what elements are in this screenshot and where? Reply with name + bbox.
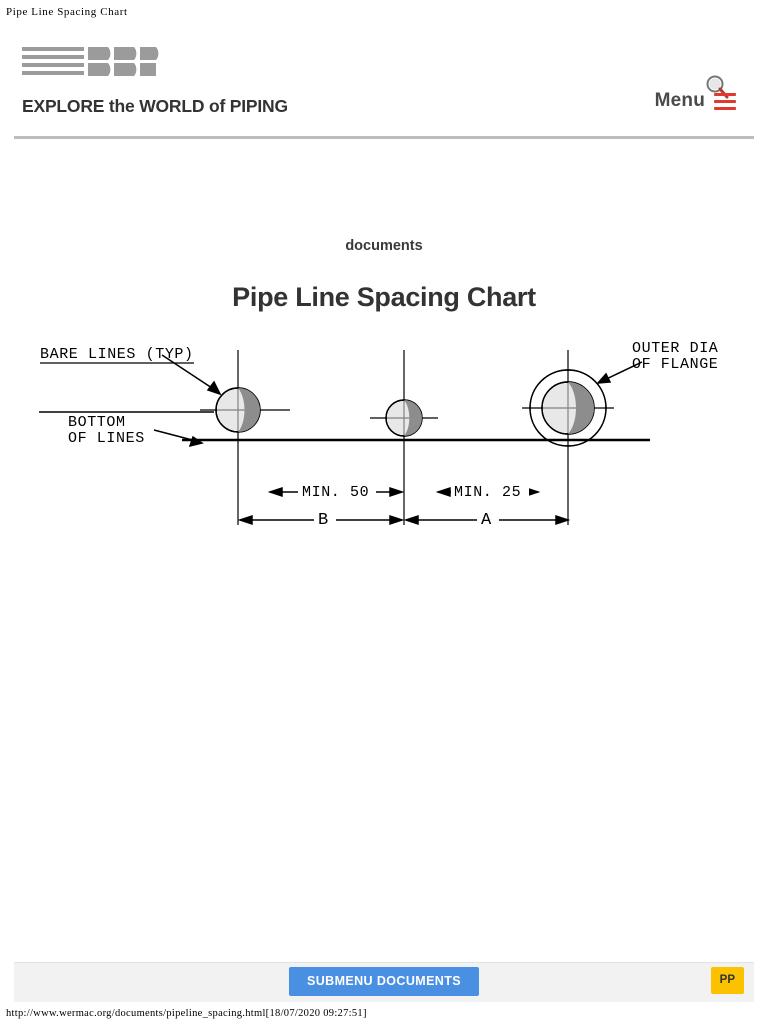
label-outer-dia-1: OUTER DIA bbox=[632, 340, 719, 357]
label-bare-lines: BARE LINES (TYP) bbox=[40, 346, 194, 363]
label-bottom-of-lines-1: BOTTOM bbox=[68, 414, 126, 431]
hamburger-icon[interactable] bbox=[714, 93, 736, 110]
submenu-documents-button[interactable]: SUBMENU DOCUMENTS bbox=[289, 967, 479, 996]
page-title: Pipe Line Spacing Chart bbox=[232, 282, 536, 312]
label-bottom-of-lines-2: OF LINES bbox=[68, 430, 145, 447]
pipe-spacing-diagram bbox=[14, 330, 754, 555]
print-header-title: Pipe Line Spacing Chart bbox=[6, 6, 128, 18]
menu-label: Menu bbox=[654, 90, 705, 111]
label-min-50: MIN. 50 bbox=[302, 484, 370, 501]
label-outer-dia-2: OF FLANGE bbox=[632, 356, 719, 373]
bottom-bar bbox=[14, 962, 754, 1002]
label-dim-b: B bbox=[318, 511, 329, 530]
site-header bbox=[14, 28, 754, 136]
label-dim-a: A bbox=[481, 511, 492, 530]
site-logo[interactable] bbox=[22, 42, 170, 82]
header-divider bbox=[14, 136, 754, 139]
pp-badge[interactable]: PP bbox=[711, 967, 744, 994]
print-footer-url: http://www.wermac.org/documents/pipeline_spacing.html[18/07/2020 09:27:51] bbox=[6, 1008, 367, 1019]
label-min-25: MIN. 25 bbox=[454, 484, 522, 501]
breadcrumb[interactable]: documents bbox=[345, 238, 423, 254]
site-tagline: EXPLORE the WORLD of PIPING bbox=[22, 96, 288, 116]
menu-button[interactable] bbox=[655, 90, 736, 112]
